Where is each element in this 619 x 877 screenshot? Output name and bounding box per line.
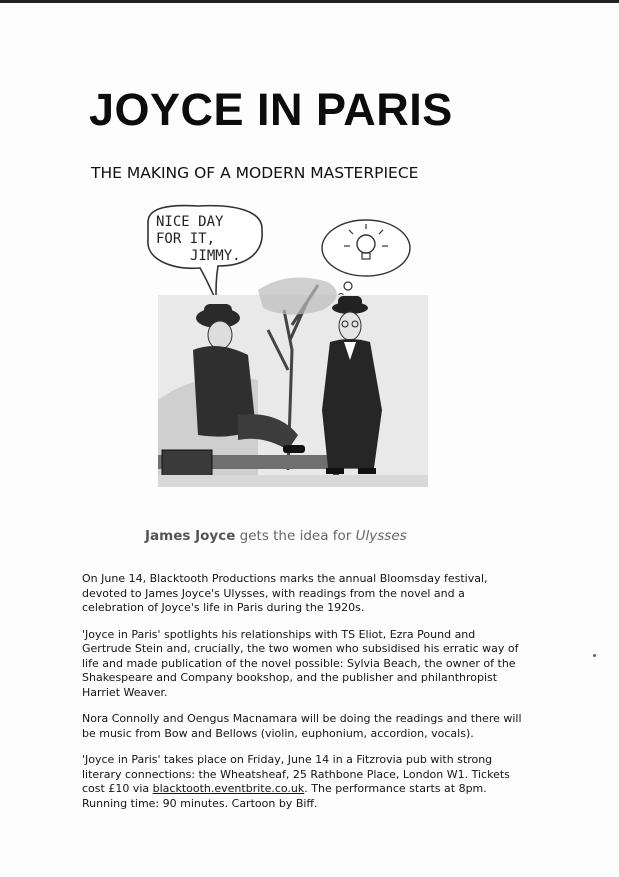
paragraph-event-details [82,753,522,811]
caption-name: James Joyce [145,528,236,544]
caption-work: Ulysses [355,528,407,544]
paragraph-performers: Nora Connolly and Oengus Macnamara will be doing the readings and there will be music from Bow and Bellows (violin, euphonium, accordion, vocals). [82,712,522,740]
speech-line: JIMMY. [190,248,241,264]
speech-line: FOR IT, [156,231,216,247]
ticket-link[interactable]: blacktooth.eventbrite.co.uk [152,782,305,795]
paragraph-intro: On June 14, Blacktooth Productions marks the annual Bloomsday festival, devoted to James Joyce's Ulysses, with readings from the novel and a celebration of Joyce's life in Paris during the 1920s. [82,572,488,614]
speech-line: NICE DAY [156,214,224,230]
scan-speck [593,654,596,657]
page-subtitle: THE MAKING OF A MODERN MASTERPIECE [91,164,419,182]
cartoon-caption [145,528,407,544]
caption-middle: gets the idea for [235,528,356,544]
top-border [0,0,619,3]
cartoon-illustration [138,200,438,510]
paragraph-relationships: 'Joyce in Paris' spotlights his relationships with TS Eliot, Ezra Pound and Gertrude Stein and, crucially, the two women who subsidised his erratic way of life and made publication of the novel possible: Sylvia Beach, the owner of the Shakespeare and Company bookshop, and the publisher and philanthropist Harriet Weaver. [82,627,519,699]
event-details-text: 'Joyce in Paris' takes place on Friday, June 14 in a Fitzrovia pub with strong literary connections: the Wheatsheaf, 25 Rathbone Place, London W1. Tickets cost £10 via [82,753,510,795]
speech-bubble-text [156,214,241,265]
body-text [82,572,522,823]
event-details-end: . The performance starts at 8pm. Running time: 90 minutes. Cartoon by Biff. [82,782,487,810]
page-title: JOYCE IN PARIS [89,84,453,135]
